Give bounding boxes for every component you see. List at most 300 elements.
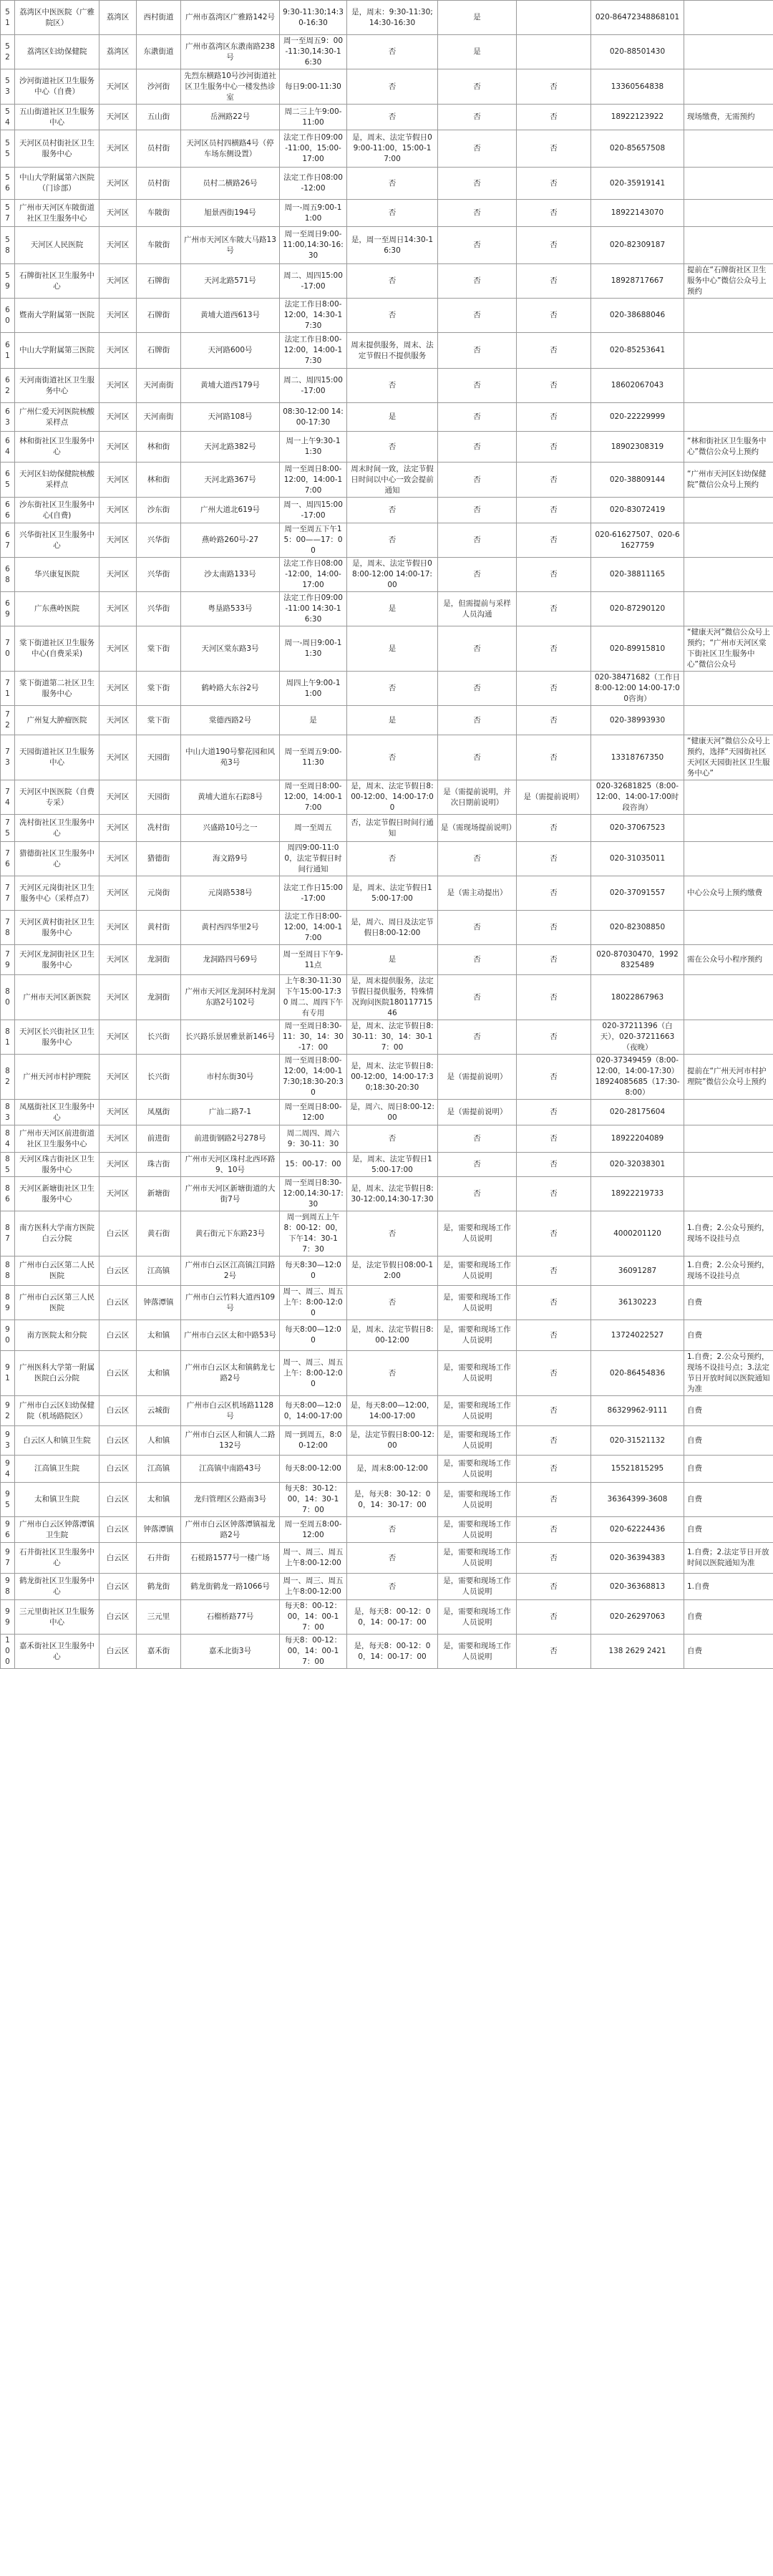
cell-workday-hours: 周一至周日8:00-12:00，14:00-17:30;18:30-20:30	[280, 1055, 347, 1100]
cell-weekend-hours: 是，周末、法定节假日15:00-17:00	[347, 1153, 438, 1177]
cell-site-name: 广州市白云区第三人民医院	[15, 1286, 99, 1320]
cell-mixed-sampling: 否	[517, 975, 591, 1020]
cell-weekend-hours: 否	[347, 369, 438, 403]
cell-street: 新塘街	[137, 1177, 181, 1211]
cell-phone: 020-38471682（工作日8:00-12:00 14:00-17:00咨询）	[591, 672, 684, 706]
cell-mixed-sampling: 否	[517, 168, 591, 200]
cell-phone: 15521815295	[591, 1456, 684, 1483]
cell-number: 93	[1, 1426, 15, 1456]
cell-street: 龙洞街	[137, 975, 181, 1020]
cell-single-sampling: 否	[438, 369, 517, 403]
cell-number: 71	[1, 672, 15, 706]
cell-phone: 020-28175604	[591, 1100, 684, 1125]
cell-mixed-sampling: 否	[517, 911, 591, 945]
cell-workday-hours: 周一至周日9:00-11:00,14:30-16:30	[280, 227, 347, 264]
cell-number: 69	[1, 592, 15, 626]
cell-street: 石井街	[137, 1543, 181, 1574]
cell-district: 白云区	[99, 1574, 137, 1600]
cell-district: 天河区	[99, 911, 137, 945]
cell-mixed-sampling: 否	[517, 876, 591, 911]
cell-single-sampling: 否	[438, 105, 517, 130]
cell-street: 东漖街道	[137, 35, 181, 69]
cell-street: 员村街	[137, 168, 181, 200]
cell-weekend-hours: 是，周末、法定节假日15:00-17:00	[347, 876, 438, 911]
cell-site-name: 南方医科大学南方医院白云分院	[15, 1211, 99, 1256]
cell-notes	[684, 369, 773, 403]
cell-address: 前进街钢路2号278号	[181, 1125, 280, 1153]
cell-site-name: 中山大学附属第三医院	[15, 333, 99, 369]
cell-address: 广州市天河区龙洞环村龙洞东路2号102号	[181, 975, 280, 1020]
cell-weekend-hours: 否	[347, 432, 438, 463]
cell-workday-hours: 周一、周三、周五上午8:00-12:00	[280, 1543, 347, 1574]
cell-district: 天河区	[99, 975, 137, 1020]
cell-weekend-hours: 是，每天8：30-12：00，14：30-17：00	[347, 1483, 438, 1517]
cell-site-name: 三元里街社区卫生服务中心	[15, 1600, 99, 1635]
cell-weekend-hours: 否	[347, 35, 438, 69]
cell-single-sampling: 是，需要和现场工作人员说明	[438, 1396, 517, 1426]
cell-street: 嘉禾街	[137, 1635, 181, 1669]
cell-street: 长兴街	[137, 1020, 181, 1055]
cell-site-name: 广东燕岭医院	[15, 592, 99, 626]
cell-single-sampling: 是，需要和现场工作人员说明	[438, 1351, 517, 1396]
cell-single-sampling: 否	[438, 626, 517, 672]
cell-site-name: 暨南大学附属第一医院	[15, 299, 99, 333]
cell-district: 天河区	[99, 1020, 137, 1055]
cell-phone: 020-89915810	[591, 626, 684, 672]
cell-district: 白云区	[99, 1211, 137, 1256]
cell-weekend-hours: 否	[347, 1543, 438, 1574]
cell-site-name: 荔湾区妇幼保健院	[15, 35, 99, 69]
cell-mixed-sampling: 否	[517, 1125, 591, 1153]
cell-site-name: 广州医科大学第一附属医院白云分院	[15, 1351, 99, 1396]
cell-phone: 020-32681825（8:00-12:00、14:00-17:00时段咨询）	[591, 780, 684, 815]
cell-single-sampling: 是，需要和现场工作人员说明	[438, 1456, 517, 1483]
cell-notes	[684, 1020, 773, 1055]
cell-site-name: 林和街社区卫生服务中心	[15, 432, 99, 463]
table-body	[1, 1, 773, 1669]
cell-mixed-sampling: 是（需提前说明）	[517, 780, 591, 815]
cell-phone: 020-37067523	[591, 815, 684, 842]
cell-district: 天河区	[99, 523, 137, 558]
cell-number: 94	[1, 1456, 15, 1483]
cell-district: 天河区	[99, 299, 137, 333]
cell-single-sampling: 否	[438, 842, 517, 876]
table-row	[1, 1600, 773, 1635]
cell-address: 天河北路382号	[181, 432, 280, 463]
cell-street: 珠吉街	[137, 1153, 181, 1177]
cell-single-sampling: 是，需要和现场工作人员说明	[438, 1286, 517, 1320]
table-row	[1, 1426, 773, 1456]
cell-workday-hours: 法定工作日09:00-11:00 14:30-16:30	[280, 592, 347, 626]
cell-notes: “林和街社区卫生服务中心”微信公众号上预约	[684, 432, 773, 463]
table-row	[1, 227, 773, 264]
table-row	[1, 130, 773, 168]
cell-address: 广州市白云竹料大道西109号	[181, 1286, 280, 1320]
cell-phone: 020-38809144	[591, 463, 684, 498]
cell-workday-hours: 周一、周三、周五上午8:00-12:00	[280, 1574, 347, 1600]
cell-number: 88	[1, 1256, 15, 1286]
cell-notes: 自费	[684, 1483, 773, 1517]
cell-phone: 020-37349459（8:00-12:00，14:00-17:30）18924085685（17:30-8:00）	[591, 1055, 684, 1100]
cell-phone: 36091287	[591, 1256, 684, 1286]
cell-number: 55	[1, 130, 15, 168]
cell-workday-hours: 周一至周五8:00-12:00	[280, 1517, 347, 1543]
cell-site-name: 天河区中医医院（自费专采）	[15, 780, 99, 815]
cell-mixed-sampling: 否	[517, 1256, 591, 1286]
cell-notes	[684, 706, 773, 735]
cell-site-name: 南方医院太和分院	[15, 1320, 99, 1351]
cell-notes: 自费	[684, 1286, 773, 1320]
cell-weekend-hours: 是	[347, 592, 438, 626]
cell-address: 广州市白云区太和中路53号	[181, 1320, 280, 1351]
cell-street: 天园街	[137, 735, 181, 780]
cell-single-sampling: 否	[438, 264, 517, 299]
cell-phone: 020-35919141	[591, 168, 684, 200]
cell-workday-hours: 每天8:00—12:00	[280, 1320, 347, 1351]
cell-notes: “健康天河”微信公众号上预约，选择“天园街社区天河区天园街社区卫生服务中心”	[684, 735, 773, 780]
cell-district: 白云区	[99, 1600, 137, 1635]
cell-notes: 提前在“石牌街社区卫生服务中心”微信公众号上预约	[684, 264, 773, 299]
cell-address: 石槎路1577号一楼广场	[181, 1543, 280, 1574]
table-row	[1, 1517, 773, 1543]
cell-workday-hours: 周一至周五下午15：00——17：00	[280, 523, 347, 558]
table-row	[1, 592, 773, 626]
cell-site-name: 江高镇卫生院	[15, 1456, 99, 1483]
cell-number: 67	[1, 523, 15, 558]
cell-notes: 1.自费；2.公众号预约，现场不设挂号点	[684, 1211, 773, 1256]
cell-street: 林和街	[137, 432, 181, 463]
cell-weekend-hours: 否	[347, 1286, 438, 1320]
cell-single-sampling: 否	[438, 1177, 517, 1211]
cell-street: 江高镇	[137, 1256, 181, 1286]
cell-district: 天河区	[99, 780, 137, 815]
cell-workday-hours: 法定工作日8:00-12:00，14:00-17:30	[280, 333, 347, 369]
cell-notes: “健康天河”微信公众号上预约；“广州市天河区棠下街社区卫生服务中心”微信公众号	[684, 626, 773, 672]
cell-mixed-sampling: 否	[517, 523, 591, 558]
cell-district: 白云区	[99, 1426, 137, 1456]
cell-workday-hours: 周二、周四15:00-17:00	[280, 264, 347, 299]
cell-notes: 1.自费；2.法定节日开放时间以医院通知为准	[684, 1543, 773, 1574]
cell-street: 兴华街	[137, 558, 181, 592]
cell-district: 天河区	[99, 105, 137, 130]
cell-site-name: 天河区龙洞街社区卫生服务中心	[15, 945, 99, 975]
cell-mixed-sampling: 否	[517, 945, 591, 975]
cell-notes: 现场缴费，无需预约	[684, 105, 773, 130]
cell-district: 天河区	[99, 403, 137, 432]
cell-number: 96	[1, 1517, 15, 1543]
cell-weekend-hours: 是	[347, 626, 438, 672]
cell-workday-hours: 法定工作日15:00-17:00	[280, 876, 347, 911]
cell-street: 云城街	[137, 1396, 181, 1426]
cell-workday-hours: 每天8：00-12：00，14：00-17：00	[280, 1635, 347, 1669]
cell-phone: 020-82308850	[591, 911, 684, 945]
cell-number: 66	[1, 498, 15, 523]
cell-street: 三元里	[137, 1600, 181, 1635]
cell-number: 52	[1, 35, 15, 69]
cell-weekend-hours: 是，周末、法定节假日08:00-12:00 14:00-17:00	[347, 558, 438, 592]
table-row	[1, 1320, 773, 1351]
table-row	[1, 735, 773, 780]
cell-site-name: 广州市天河区新医院	[15, 975, 99, 1020]
cell-weekend-hours: 是，每天8：00-12：00，14：00-17：00	[347, 1635, 438, 1669]
cell-notes: 提前在“广州天河市村护理院”微信公众号上预约	[684, 1055, 773, 1100]
cell-weekend-hours: 是，每天8:00—12:00，14:00-17:00	[347, 1396, 438, 1426]
cell-site-name: 广州仁爱天河医院核酸采样点	[15, 403, 99, 432]
cell-mixed-sampling: 否	[517, 463, 591, 498]
cell-single-sampling: 是（需主动提出）	[438, 876, 517, 911]
cell-district: 天河区	[99, 876, 137, 911]
cell-district: 天河区	[99, 592, 137, 626]
cell-phone: 020-36368813	[591, 1574, 684, 1600]
cell-street: 车陂街	[137, 200, 181, 227]
cell-street: 长兴街	[137, 1055, 181, 1100]
cell-district: 天河区	[99, 369, 137, 403]
table-row	[1, 945, 773, 975]
cell-address: 广州市天河区新塘街道的大街7号	[181, 1177, 280, 1211]
cell-address: 旭景西街194号	[181, 200, 280, 227]
cell-street: 天河南街	[137, 403, 181, 432]
cell-address: 广州市天河区珠村北西环路9、10号	[181, 1153, 280, 1177]
cell-single-sampling: 否	[438, 200, 517, 227]
cell-mixed-sampling: 否	[517, 672, 591, 706]
cell-address: 天河区员村四横路4号（停车场东侧设置）	[181, 130, 280, 168]
table-row	[1, 432, 773, 463]
cell-site-name: 天河区珠吉街社区卫生服务中心	[15, 1153, 99, 1177]
cell-district: 天河区	[99, 130, 137, 168]
cell-mixed-sampling: 否	[517, 735, 591, 780]
cell-district: 白云区	[99, 1351, 137, 1396]
cell-site-name: 华兴康复医院	[15, 558, 99, 592]
cell-mixed-sampling: 否	[517, 1351, 591, 1396]
cell-street: 兴华街	[137, 592, 181, 626]
cell-workday-hours: 法定工作日8:00-12:00，14:00-17:00	[280, 911, 347, 945]
cell-single-sampling: 是，需要和现场工作人员说明	[438, 1517, 517, 1543]
cell-address: 嘉禾北街3号	[181, 1635, 280, 1669]
cell-district: 天河区	[99, 1055, 137, 1100]
cell-site-name: 天河区元岗街社区卫生服务中心（采样点7）	[15, 876, 99, 911]
cell-address: 员村二横路26号	[181, 168, 280, 200]
cell-number: 85	[1, 1153, 15, 1177]
cell-workday-hours: 周一-周五9:00-11:00	[280, 200, 347, 227]
cell-street: 棠下街	[137, 706, 181, 735]
cell-notes	[684, 498, 773, 523]
cell-street: 冼村街	[137, 815, 181, 842]
cell-address: 天河区棠东路3号	[181, 626, 280, 672]
cell-workday-hours: 周一至周日8:00-12:00	[280, 1100, 347, 1125]
cell-site-name: 太和镇卫生院	[15, 1483, 99, 1517]
table-row	[1, 1286, 773, 1320]
cell-street: 天园街	[137, 780, 181, 815]
cell-phone: 020-38688046	[591, 299, 684, 333]
cell-site-name: 广州复大肿瘤医院	[15, 706, 99, 735]
cell-notes: “广州市天河区妇幼保健院”微信公众号上预约	[684, 463, 773, 498]
cell-notes	[684, 333, 773, 369]
cell-site-name: 广州市天河区前进街道社区卫生服务中心	[15, 1125, 99, 1153]
cell-weekend-hours: 否	[347, 105, 438, 130]
cell-weekend-hours: 是，法定节假日8:00-12:00	[347, 1426, 438, 1456]
cell-phone: 36364399-3608	[591, 1483, 684, 1517]
cell-phone: 020-37211396（白天），020-37211663（夜晚）	[591, 1020, 684, 1055]
cell-notes: 中心公众号上预约缴费	[684, 876, 773, 911]
cell-single-sampling: 否	[438, 130, 517, 168]
cell-site-name: 广州市白云区妇幼保健院（机场路院区）	[15, 1396, 99, 1426]
cell-number: 79	[1, 945, 15, 975]
cell-weekend-hours: 是，周末8:00-12:00	[347, 1456, 438, 1483]
cell-weekend-hours: 是，周末提供服务，法定节假日提供服务，特殊情况询问医院18011771546	[347, 975, 438, 1020]
table-row	[1, 1456, 773, 1483]
cell-street: 人和镇	[137, 1426, 181, 1456]
cell-mixed-sampling: 否	[517, 1456, 591, 1483]
cell-address: 天河路600号	[181, 333, 280, 369]
cell-mixed-sampling: 否	[517, 706, 591, 735]
cell-phone: 020-26297063	[591, 1600, 684, 1635]
table-row	[1, 1, 773, 35]
cell-site-name: 广州天河市村护理院	[15, 1055, 99, 1100]
cell-site-name: 沙东街社区卫生服务中心(自费)	[15, 498, 99, 523]
table-row	[1, 105, 773, 130]
cell-number: 75	[1, 815, 15, 842]
cell-number: 58	[1, 227, 15, 264]
cell-phone: 13318767350	[591, 735, 684, 780]
table-row	[1, 403, 773, 432]
cell-weekend-hours: 是	[347, 706, 438, 735]
cell-single-sampling: 否	[438, 1125, 517, 1153]
table-row	[1, 1396, 773, 1426]
cell-street: 江高镇	[137, 1456, 181, 1483]
cell-district: 天河区	[99, 432, 137, 463]
table-row	[1, 876, 773, 911]
cell-weekend-hours: 否，法定节假日时间行通知	[347, 815, 438, 842]
cell-mixed-sampling: 否	[517, 558, 591, 592]
cell-phone: 18602067043	[591, 369, 684, 403]
cell-single-sampling: 是，需要和现场工作人员说明	[438, 1635, 517, 1669]
cell-street: 太和镇	[137, 1483, 181, 1517]
cell-mixed-sampling: 否	[517, 69, 591, 105]
cell-address: 黄埔大道东石踪8号	[181, 780, 280, 815]
cell-notes	[684, 403, 773, 432]
cell-workday-hours: 每天8:00-12:00	[280, 1456, 347, 1483]
cell-workday-hours: 周四9:00-11:00，法定节假日时间行通知	[280, 842, 347, 876]
table-row	[1, 463, 773, 498]
cell-street: 石牌街	[137, 264, 181, 299]
cell-address: 广州市白云区钟落潭镇福龙路2号	[181, 1517, 280, 1543]
cell-phone: 020-38993930	[591, 706, 684, 735]
cell-street: 黄村街	[137, 911, 181, 945]
cell-number: 83	[1, 1100, 15, 1125]
cell-district: 天河区	[99, 69, 137, 105]
cell-address: 广州市白云区机场路1128号	[181, 1396, 280, 1426]
cell-number: 100	[1, 1635, 15, 1669]
cell-single-sampling: 否	[438, 299, 517, 333]
cell-workday-hours: 周一、周三、周五上午：8:00-12:00	[280, 1286, 347, 1320]
cell-weekend-hours: 是，周末、法定节假日8:30-11：30，14：30-17：00	[347, 1020, 438, 1055]
cell-address: 兴盛路10号之一	[181, 815, 280, 842]
cell-weekend-hours: 是	[347, 403, 438, 432]
cell-number: 68	[1, 558, 15, 592]
cell-district: 天河区	[99, 200, 137, 227]
cell-address: 黄石街元下东路23号	[181, 1211, 280, 1256]
table-row	[1, 1055, 773, 1100]
table-row	[1, 1351, 773, 1396]
cell-street: 车陂街	[137, 227, 181, 264]
cell-address: 燕岭路260号-27	[181, 523, 280, 558]
cell-street: 员村街	[137, 130, 181, 168]
cell-weekend-hours: 否	[347, 735, 438, 780]
cell-phone: 020-32038301	[591, 1153, 684, 1177]
cell-district: 天河区	[99, 1153, 137, 1177]
cell-number: 87	[1, 1211, 15, 1256]
cell-notes	[684, 35, 773, 69]
cell-phone: 13724022527	[591, 1320, 684, 1351]
cell-number: 99	[1, 1600, 15, 1635]
cell-notes: 自费	[684, 1396, 773, 1426]
cell-address: 鹤岭路大东谷2号	[181, 672, 280, 706]
cell-single-sampling: 否	[438, 523, 517, 558]
cell-phone: 020-85253641	[591, 333, 684, 369]
cell-notes	[684, 975, 773, 1020]
cell-street: 石牌街	[137, 299, 181, 333]
cell-address: 海文路9号	[181, 842, 280, 876]
cell-address: 广州市荔湾区东漖南路238号	[181, 35, 280, 69]
cell-single-sampling: 否	[438, 69, 517, 105]
cell-notes: 自费	[684, 1320, 773, 1351]
cell-notes	[684, 168, 773, 200]
cell-weekend-hours: 是，周末、法定节假日8:00-12:00、14:00-17:00	[347, 780, 438, 815]
cell-street: 钟落潭镇	[137, 1517, 181, 1543]
cell-number: 62	[1, 369, 15, 403]
cell-address: 黄埔大道西613号	[181, 299, 280, 333]
cell-mixed-sampling: 否	[517, 626, 591, 672]
cell-address: 广州市荔湾区广雅路142号	[181, 1, 280, 35]
table-row	[1, 1020, 773, 1055]
table-row	[1, 200, 773, 227]
cell-address: 天河北路367号	[181, 463, 280, 498]
cell-district: 天河区	[99, 227, 137, 264]
cell-mixed-sampling: 否	[517, 299, 591, 333]
cell-single-sampling: 否	[438, 945, 517, 975]
cell-district: 天河区	[99, 626, 137, 672]
cell-weekend-hours: 周末提供服务，周末、法定节假日不提供服务	[347, 333, 438, 369]
cell-workday-hours: 周一至周日8:00-12:00，14:00-17:00	[280, 463, 347, 498]
cell-notes	[684, 130, 773, 168]
cell-notes: 需在公众号小程序预约	[684, 945, 773, 975]
cell-single-sampling: 否	[438, 463, 517, 498]
cell-workday-hours: 上午8:30-11:30 下午15:00-17:30 周二、周四下午有专用	[280, 975, 347, 1020]
cell-address: 棠德西路2号	[181, 706, 280, 735]
cell-notes: 自费	[684, 1426, 773, 1456]
cell-phone: 020-22229999	[591, 403, 684, 432]
cell-single-sampling: 是	[438, 35, 517, 69]
cell-number: 92	[1, 1396, 15, 1426]
cell-mixed-sampling: 否	[517, 403, 591, 432]
cell-workday-hours: 周一到周五，8:00-12:00	[280, 1426, 347, 1456]
cell-single-sampling: 否	[438, 911, 517, 945]
cell-workday-hours: 08:30-12:00 14:00-17:30	[280, 403, 347, 432]
cell-district: 天河区	[99, 168, 137, 200]
cell-single-sampling: 否	[438, 975, 517, 1020]
cell-mixed-sampling	[517, 35, 591, 69]
cell-mixed-sampling: 否	[517, 815, 591, 842]
table-row	[1, 369, 773, 403]
cell-notes	[684, 227, 773, 264]
cell-mixed-sampling: 否	[517, 1426, 591, 1456]
cell-mixed-sampling: 否	[517, 1020, 591, 1055]
table-row	[1, 1256, 773, 1286]
cell-address: 广州市白云区太和镇鹤龙七路2号	[181, 1351, 280, 1396]
cell-notes	[684, 1, 773, 35]
cell-number: 76	[1, 842, 15, 876]
cell-phone: 020-31035011	[591, 842, 684, 876]
